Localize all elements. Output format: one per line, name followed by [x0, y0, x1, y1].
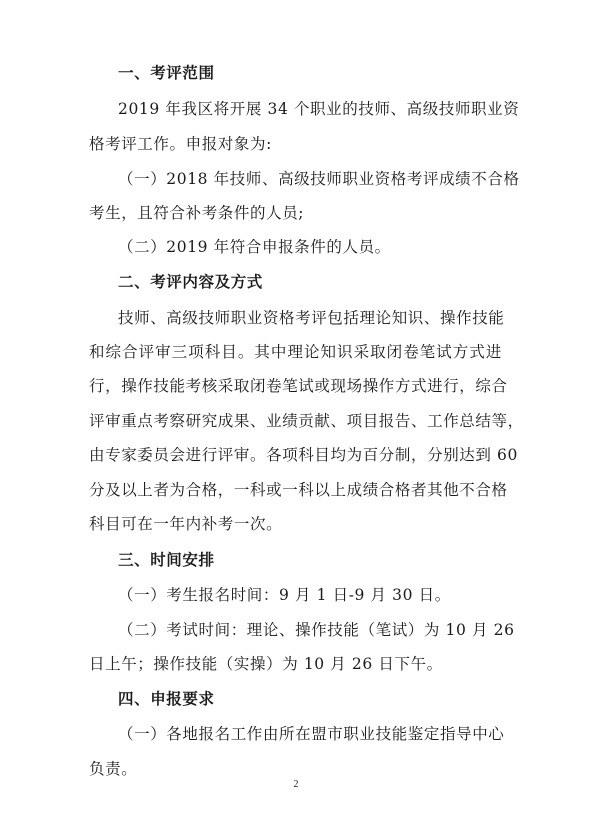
paragraph-line: 和综合评审三项科目。其中理论知识采取闭卷笔试方式进: [89, 343, 502, 361]
section-heading-1: 一、考评范围: [118, 64, 215, 82]
section-heading-3: 三、时间安排: [118, 551, 215, 569]
paragraph-line: 日上午；操作技能（实操）为 10 月 26 日下午。: [89, 655, 443, 673]
paragraph-line: 评审重点考察研究成果、业绩贡献、项目报告、工作总结等，: [89, 412, 524, 430]
paragraph-line: 由专家委员会进行评审。各项科目均为百分制，分别达到 60: [89, 446, 518, 464]
paragraph-line: 科目可在一年内补考一次。: [89, 515, 283, 533]
paragraph-line: （二）考试时间：理论、操作技能（笔试）为 10 月 26: [118, 621, 515, 639]
paragraph-line: 考生，且符合补考条件的人员;: [89, 204, 305, 222]
paragraph-line: （一）2018 年技师、高级技师职业资格考评成绩不合格: [118, 170, 520, 188]
paragraph-line: 分及以上者为合格，一科或一科以上成绩合格者其他不合格: [89, 481, 508, 499]
section-heading-2: 二、考评内容及方式: [118, 273, 263, 291]
paragraph-line: （二）2019 年符合申报条件的人员。: [118, 238, 391, 256]
paragraph-line: 负责。: [89, 760, 138, 778]
paragraph-line: （一）考生报名时间：9 月 1 日-9 月 30 日。: [118, 586, 451, 604]
paragraph-line: 行，操作技能考核采取闭卷笔试或现场操作方式进行，综合: [89, 377, 508, 395]
paragraph-line: 2019 年我区将开展 34 个职业的技师、高级技师职业资: [118, 100, 520, 118]
paragraph-line: 格考评工作。申报对象为:: [89, 135, 272, 153]
section-heading-4: 四、申报要求: [118, 690, 215, 708]
paragraph-line: 技师、高级技师职业资格考评包括理论知识、操作技能: [118, 309, 505, 327]
page-number: 2: [293, 779, 299, 790]
paragraph-line: （一）各地报名工作由所在盟市职业技能鉴定指导中心: [118, 725, 505, 743]
